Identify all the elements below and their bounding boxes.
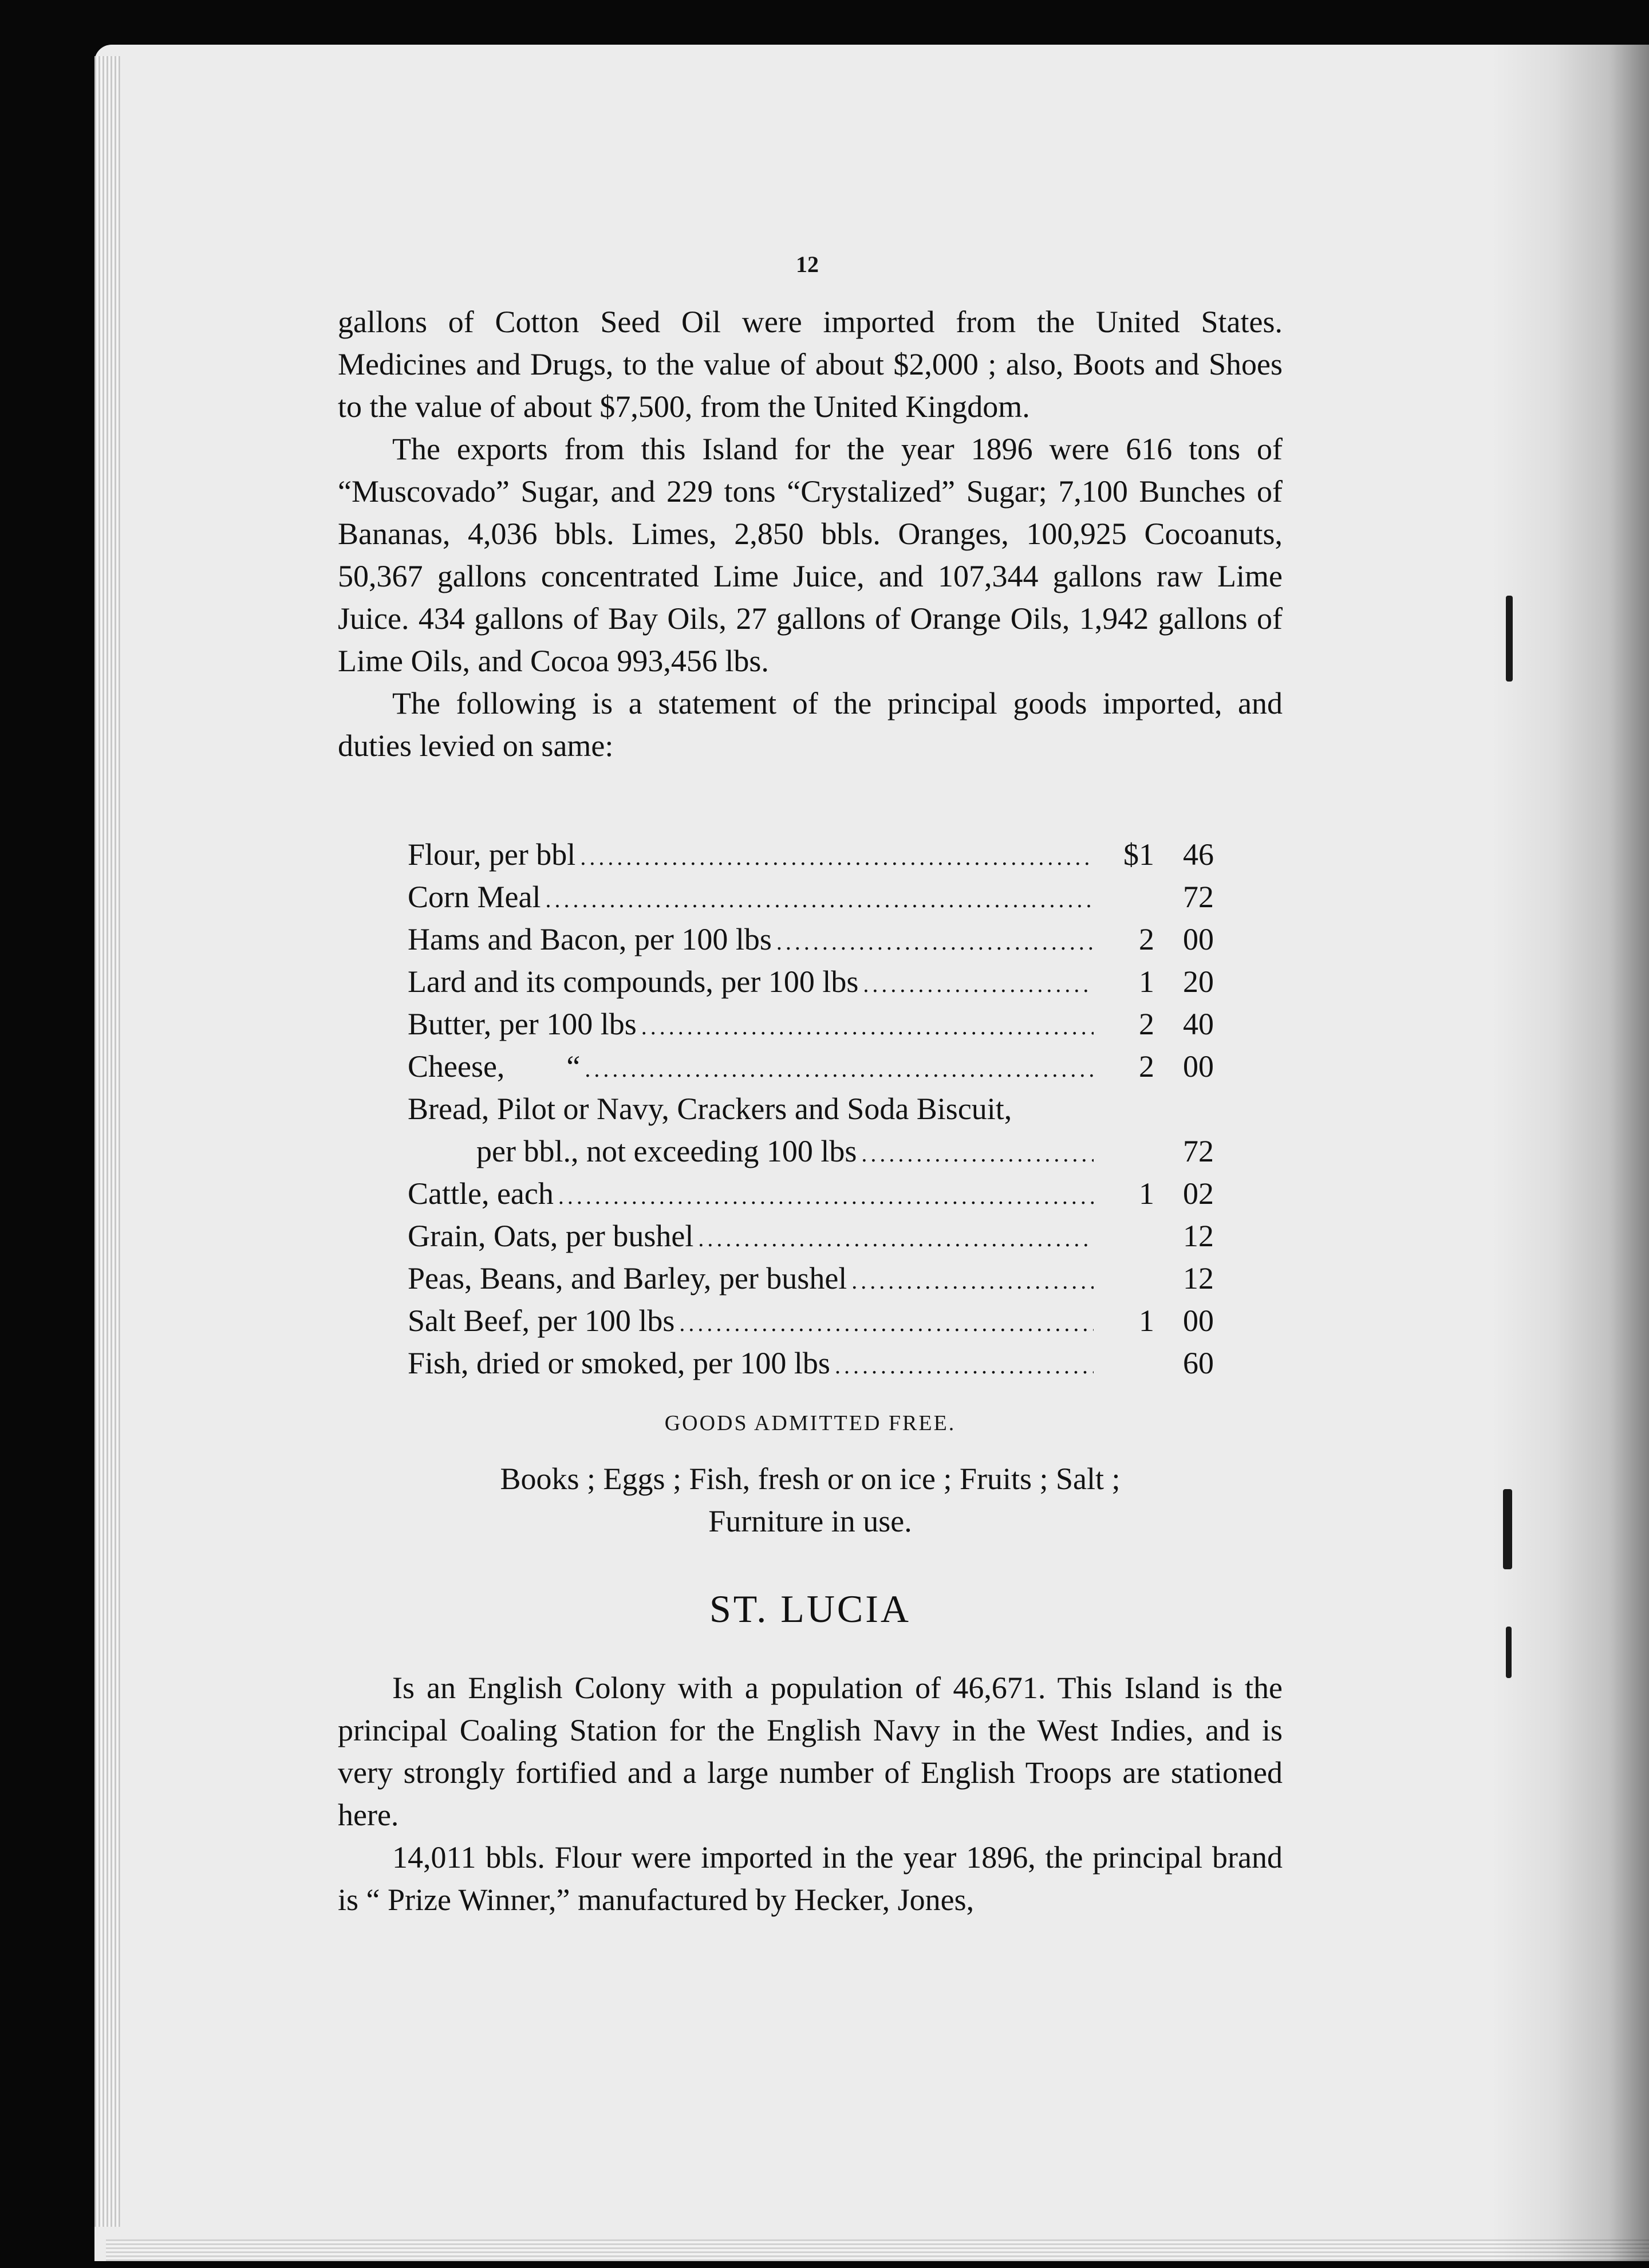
table-row — [408, 960, 1214, 1003]
goods-name: Peas, Beans, and Barley, per bushel . . . — [408, 1257, 1094, 1302]
goods-name: Cheese, “ . . . — [408, 1045, 1094, 1090]
table-row — [408, 876, 1214, 918]
intro-text — [338, 301, 1283, 767]
free-goods-line: Books ; Eggs ; Fish, fresh or on ice ; Fruits ; Salt ; — [500, 1462, 1121, 1496]
free-goods-line: Furniture in use. — [708, 1504, 912, 1538]
goods-name: Fish, dried or smoked, per 100 lbs . . . — [408, 1342, 1094, 1387]
page-number: 12 — [796, 251, 819, 277]
table-row — [408, 1257, 1214, 1300]
goods-name: Hams and Bacon, per 100 lbs . . . — [408, 918, 1094, 963]
duty-table — [408, 833, 1214, 1384]
duty-dollars: 1 — [1139, 1176, 1154, 1211]
goods-name: Butter, per 100 lbs . . . — [408, 1003, 1094, 1048]
duty-cents: 00 — [1183, 1304, 1214, 1338]
table-row — [408, 1172, 1214, 1215]
table-row — [408, 1215, 1214, 1257]
duty-cents: 12 — [1183, 1219, 1214, 1253]
table-row — [408, 1088, 1214, 1130]
paragraph-exports: The exports from this Island for the year 1896 were 616 tons of “Muscovado” Sugar, and 229 tons “Crystalized” Sugar; 7,100 Bunches of Bananas, 4,036 bbls. Limes, 2,850 bbls. Oranges, 100,925 Cocoanuts, 50,367 gallons concentrated Lime Juice, and 107,344 gallons raw Lime Juice. 434 gallons of Bay Oils, 27 gallons of Orange Oils, 1,942 gallons of Lime Oils, and Cocoa 993,456 lbs. — [338, 432, 1283, 678]
duty-cents: 60 — [1183, 1346, 1214, 1380]
duty-cents: 40 — [1183, 1007, 1214, 1041]
paragraph-statement: The following is a statement of the principal goods imported, and duties levied on same: — [338, 686, 1283, 763]
duty-dollars: 2 — [1139, 1049, 1154, 1084]
goods-name: Bread, Pilot or Navy, Crackers and Soda Biscuit, — [408, 1092, 1012, 1126]
binding-mark — [1506, 1627, 1512, 1678]
goods-name: Lard and its compounds, per 100 lbs . . . — [408, 960, 1094, 1006]
table-row — [408, 1300, 1214, 1342]
duty-dollars: 1 — [1139, 964, 1154, 999]
table-row — [408, 1342, 1214, 1384]
duty-dollars: 2 — [1139, 922, 1154, 956]
duty-cents: 00 — [1183, 922, 1214, 956]
paragraph-flour: 14,011 bbls. Flour were imported in the year 1896, the principal brand is “ Prize Winner,” manufactured by Hecker, Jones, — [338, 1840, 1283, 1917]
goods-name: Salt Beef, per 100 lbs . . . — [408, 1300, 1094, 1345]
goods-name: Grain, Oats, per bushel . . . — [408, 1215, 1094, 1260]
goods-name: per bbl., not exceeding 100 lbs . . . — [476, 1130, 1094, 1175]
duty-cents: 20 — [1183, 964, 1214, 999]
section-heading: ST. LUCIA — [709, 1587, 912, 1631]
page-stack-edge-left — [94, 56, 121, 2227]
duty-dollars: 1 — [1139, 1304, 1154, 1338]
duty-cents: 72 — [1183, 880, 1214, 914]
page-stack-edge-bottom — [106, 2239, 1649, 2261]
table-row — [408, 1130, 1214, 1172]
book-gutter-shadow — [1492, 45, 1649, 2261]
duty-dollars: 2 — [1139, 1007, 1154, 1041]
duty-cents: 00 — [1183, 1049, 1214, 1084]
duty-cents: 02 — [1183, 1176, 1214, 1211]
free-goods-heading: GOODS ADMITTED FREE. — [664, 1411, 956, 1435]
table-row — [408, 1045, 1214, 1088]
duty-cents: 12 — [1183, 1261, 1214, 1296]
goods-name: Flour, per bbl . . . — [408, 833, 1094, 879]
table-row — [408, 918, 1214, 960]
table-row — [408, 1003, 1214, 1045]
goods-name: Cattle, each . . . — [408, 1172, 1094, 1218]
free-goods-list — [338, 1458, 1283, 1542]
table-row — [408, 833, 1214, 876]
paragraph-colony: Is an English Colony with a population of 46,671. This Island is the principal Coaling Station for the English Navy in the West Indies, and is very strongly fortified and a large number of English Troops are stationed here. — [338, 1671, 1283, 1832]
duty-cents: 72 — [1183, 1134, 1214, 1168]
binding-mark — [1506, 596, 1513, 682]
section-text — [338, 1667, 1283, 1921]
duty-cents: 46 — [1183, 837, 1214, 872]
goods-name: Corn Meal . . . — [408, 876, 1094, 921]
binding-mark — [1503, 1489, 1512, 1569]
duty-dollars: $1 — [1123, 837, 1154, 872]
paragraph-imports: gallons of Cotton Seed Oil were imported from the United States. Medicines and Drugs, to the value of about $2,000 ; also, Boots and Shoes to the value of about $7,500, from the United Kingdom. — [338, 305, 1283, 424]
